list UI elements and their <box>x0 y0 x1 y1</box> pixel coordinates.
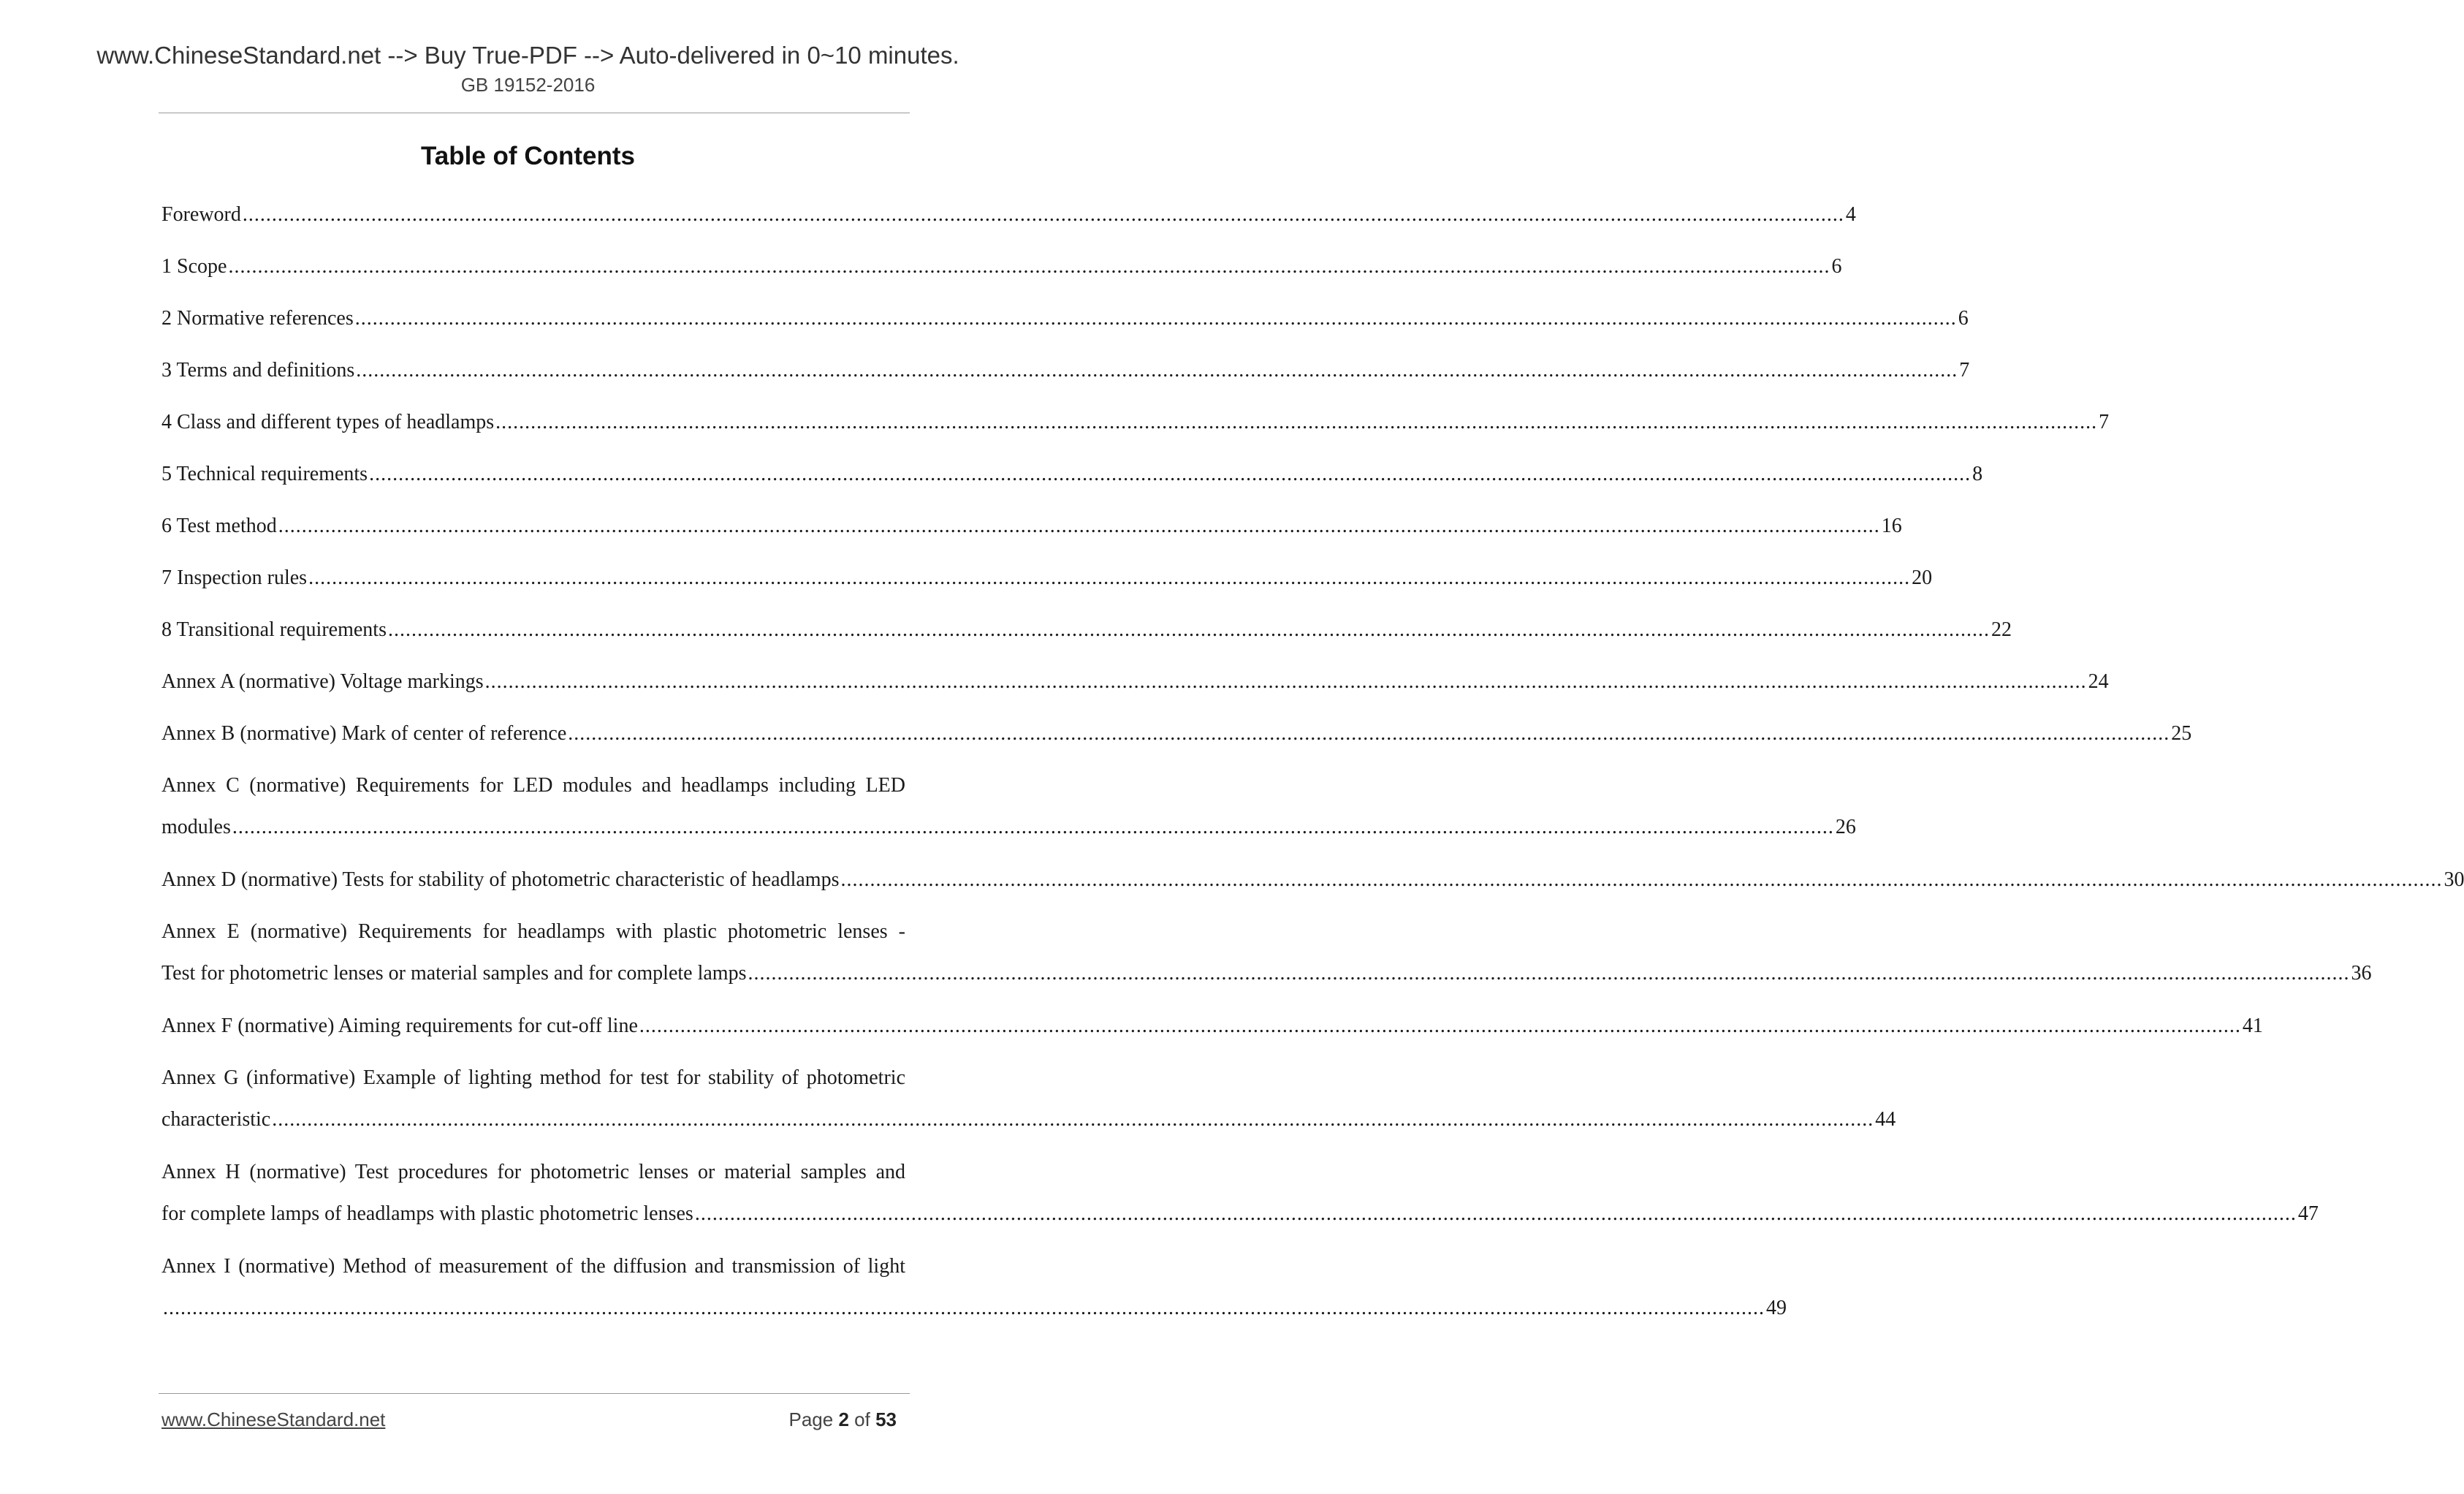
toc-entry-title: 3 Terms and definitions <box>161 359 355 382</box>
toc-entry[interactable] <box>161 459 1983 490</box>
toc-entry[interactable] <box>161 770 1856 843</box>
toc-leader-dots <box>639 1011 2241 1042</box>
footer-site-link[interactable]: www.ChineseStandard.net <box>161 1408 386 1430</box>
toc-entry-line <box>161 1104 1896 1135</box>
toc-entry-title: characteristic <box>161 1108 271 1131</box>
toc-title: Table of Contents <box>421 142 635 170</box>
toc-leader-dots <box>278 511 1880 542</box>
toc-entry-title: Test for photometric lenses or material samples and for complete lamps <box>161 962 747 985</box>
toc-entry-title: for complete lamps of headlamps with plastic photometric lenses <box>161 1202 693 1225</box>
toc-page-number: 41 <box>2242 1015 2263 1037</box>
toc-entry-line <box>161 615 2012 645</box>
toc-page-number: 7 <box>1959 359 1970 382</box>
toc-entry-title-line: Annex C (normative) Requirements for LED modules and headlamps including LED <box>161 774 905 797</box>
toc-page-number: 8 <box>1972 463 1983 485</box>
toc-page-number: 7 <box>2099 411 2110 433</box>
toc-page-number: 6 <box>1958 307 1969 330</box>
toc-entry-title-line: Annex H (normative) Test procedures for photometric lenses or material samples and <box>161 1161 905 1183</box>
toc-entry-line <box>161 718 2192 749</box>
toc-entry-title: 8 Transitional requirements <box>161 618 387 641</box>
toc-leader-dots <box>748 958 2349 989</box>
page-footer <box>161 1405 907 1434</box>
toc-entry-line <box>161 407 2110 438</box>
toc-leader-dots <box>369 459 1971 490</box>
toc-entry-line <box>161 958 2372 989</box>
toc-leader-dots <box>568 718 2170 749</box>
toc-entry[interactable] <box>161 407 2110 438</box>
toc-leader-dots <box>308 563 1910 594</box>
toc-leader-dots <box>228 251 1830 282</box>
toc-entry-title: 2 Normative references <box>161 307 354 330</box>
toc-entry[interactable] <box>161 917 2372 989</box>
toc-entry-line <box>161 865 2464 895</box>
toc-entry[interactable] <box>161 511 1902 542</box>
toc-entry-title: modules <box>161 816 231 838</box>
toc-entry-title: Foreword <box>161 203 241 226</box>
toc-leader-dots <box>695 1199 2297 1229</box>
toc-page-number: 44 <box>1875 1108 1896 1131</box>
toc-leader-dots <box>356 355 1958 386</box>
toc-entry[interactable] <box>161 303 1969 334</box>
toc-page-number: 4 <box>1845 203 1856 226</box>
toc-entry[interactable] <box>161 667 2109 697</box>
toc-entry-line <box>161 1199 2319 1229</box>
toc-page-number: 6 <box>1831 255 1842 278</box>
toc-leader-dots <box>485 667 2087 697</box>
page-prefix: Page <box>788 1408 834 1430</box>
page-current: 2 <box>838 1408 849 1430</box>
page-of: of <box>854 1408 870 1430</box>
toc-entry-title: 1 Scope <box>161 255 227 278</box>
toc-entry-line <box>161 667 2109 697</box>
toc-entry-title: Annex B (normative) Mark of center of reference <box>161 722 567 745</box>
toc-page-number: 20 <box>1912 566 1933 589</box>
toc-entry[interactable] <box>161 865 2464 895</box>
toc-entry-title: Annex F (normative) Aiming requirements for cut-off line <box>161 1015 638 1037</box>
toc-leader-dots <box>163 1293 1765 1324</box>
toc-entry-title: 6 Test method <box>161 515 277 537</box>
toc-entry-title-line: Annex I (normative) Method of measurement of the diffusion and transmission of light <box>161 1255 905 1278</box>
toc-entry-title-line: Annex E (normative) Requirements for headlamps with plastic photometric lenses - <box>161 920 905 943</box>
toc-entry-line <box>161 303 1969 334</box>
toc-leader-dots <box>232 812 1834 843</box>
page-header <box>0 41 1056 96</box>
toc-entry[interactable] <box>161 1011 2263 1042</box>
toc-entry-line <box>161 459 1983 490</box>
toc-leader-dots <box>840 865 2442 895</box>
toc-page-number: 30 <box>2444 868 2464 891</box>
toc-leader-dots <box>272 1104 1874 1135</box>
toc-list <box>161 200 2464 1346</box>
toc-entry-title: Annex A (normative) Voltage markings <box>161 670 484 693</box>
toc-entry[interactable] <box>161 1063 1896 1135</box>
standard-code: GB 19152-2016 <box>460 74 596 96</box>
toc-entry[interactable] <box>161 251 1842 282</box>
toc-entry-title: 5 Technical requirements <box>161 463 368 485</box>
toc-page-number: 22 <box>1990 618 2012 641</box>
toc-entry-line <box>161 355 1970 386</box>
toc-entry-line <box>161 200 1856 230</box>
toc-entry-title: 4 Class and different types of headlamps <box>161 411 495 433</box>
toc-leader-dots <box>243 200 1844 230</box>
toc-leader-dots <box>495 407 2097 438</box>
page-total: 53 <box>875 1408 897 1430</box>
header-banner: www.ChineseStandard.net --> Buy True-PDF --> Auto-delivered in 0~10 minutes. <box>96 42 959 69</box>
toc-entry-line <box>161 812 1856 843</box>
toc-entry-line <box>161 511 1902 542</box>
toc-entry[interactable] <box>161 200 1856 230</box>
toc-entry-title: Annex D (normative) Tests for stability of photometric characteristic of headlamps <box>161 868 840 891</box>
toc-page-number: 26 <box>1835 816 1856 838</box>
toc-entry[interactable] <box>161 355 1970 386</box>
footer-divider <box>159 1393 910 1394</box>
toc-page-number: 24 <box>2088 670 2109 693</box>
toc-entry[interactable] <box>161 1157 2319 1229</box>
toc-page-number: 49 <box>1766 1297 1787 1319</box>
toc-entry-title-line: Annex G (informative) Example of lighting method for test for stability of photometric <box>161 1066 905 1089</box>
toc-entry-line <box>161 1011 2263 1042</box>
toc-entry-line <box>161 251 1842 282</box>
toc-page-number: 36 <box>2351 962 2372 985</box>
toc-page-number: 25 <box>2171 722 2192 745</box>
toc-entry[interactable] <box>161 563 1933 594</box>
toc-entry-title: 7 Inspection rules <box>161 566 308 589</box>
toc-leader-dots <box>388 615 1990 645</box>
toc-page-number: 16 <box>1881 515 1902 537</box>
toc-entry[interactable] <box>161 718 2192 749</box>
toc-entry[interactable] <box>161 615 2012 645</box>
toc-leader-dots <box>355 303 1957 334</box>
toc-entry-line <box>161 1293 1787 1324</box>
page-indicator <box>788 1405 897 1434</box>
toc-page-number: 47 <box>2297 1202 2319 1225</box>
toc-entry[interactable] <box>161 1251 1787 1324</box>
toc-entry-line <box>161 563 1933 594</box>
